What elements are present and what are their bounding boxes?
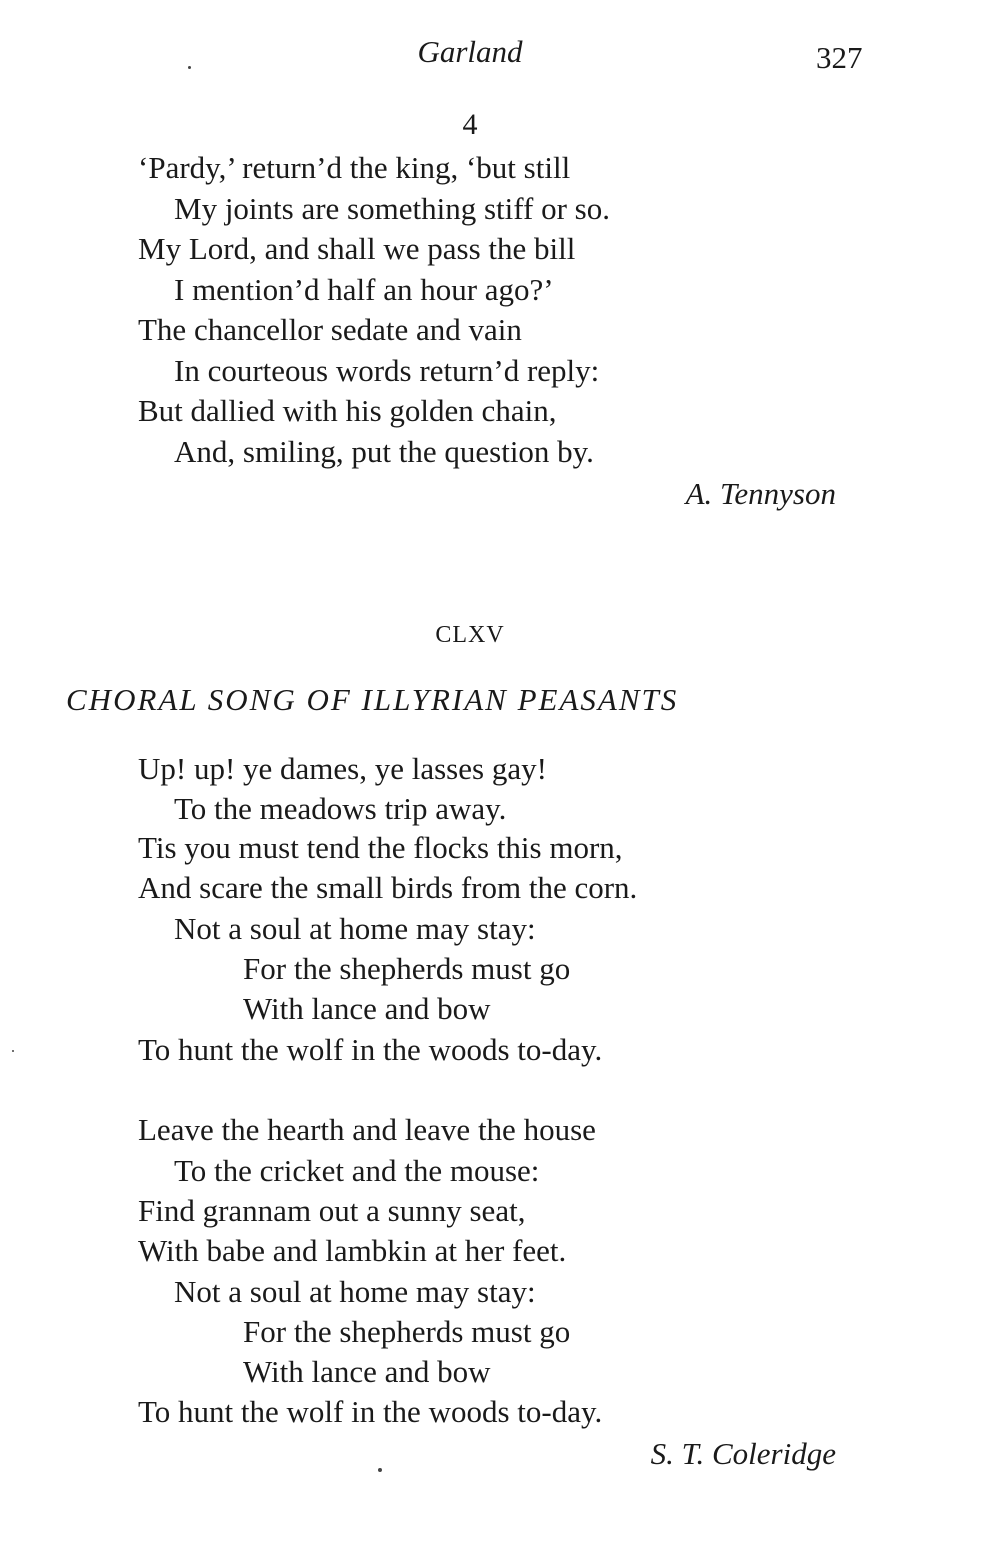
attribution-tennyson: A. Tennyson	[685, 476, 836, 511]
verse-line: But dallied with his golden chain,	[138, 393, 557, 428]
verse-line: And scare the small birds from the corn.	[138, 870, 638, 905]
verse-line: My Lord, and shall we pass the bill	[138, 231, 576, 266]
verse-line: Leave the hearth and leave the house	[138, 1112, 596, 1147]
refrain-line: To hunt the wolf in the woods to-day.	[138, 1394, 603, 1429]
verse-line: I mention’d half an hour ago?’	[174, 272, 554, 307]
paper-speck	[188, 66, 191, 69]
verse-line: Tis you must tend the flocks this morn,	[138, 830, 623, 865]
refrain-line: For the shepherds must go	[243, 951, 571, 986]
refrain-line: With lance and bow	[243, 991, 491, 1026]
stanza-number: 4	[462, 108, 478, 141]
attribution-coleridge: S. T. Coleridge	[650, 1436, 836, 1471]
verse-line: To the meadows trip away.	[174, 791, 507, 826]
refrain-line: Not a soul at home may stay:	[174, 911, 536, 946]
paper-speck	[378, 1468, 382, 1472]
verse-line: ‘Pardy,’ return’d the king, ‘but still	[138, 150, 571, 185]
verse-line: Find grannam out a sunny seat,	[138, 1193, 526, 1228]
verse-line: Up! up! ye dames, ye lasses gay!	[138, 751, 547, 786]
verse-line: My joints are something stiff or so.	[174, 191, 610, 226]
verse-line: And, smiling, put the question by.	[174, 434, 594, 469]
poem-numeral: CLXV	[435, 622, 505, 648]
refrain-line: With lance and bow	[243, 1354, 491, 1389]
verse-line: In courteous words return’d reply:	[174, 353, 600, 388]
poem-title: CHORAL SONG OF ILLYRIAN PEASANTS	[66, 682, 679, 717]
paper-speck	[12, 1050, 14, 1052]
refrain-line: Not a soul at home may stay:	[174, 1274, 536, 1309]
refrain-line: For the shepherds must go	[243, 1314, 571, 1349]
verse-line: The chancellor sedate and vain	[138, 312, 522, 347]
verse-line: With babe and lambkin at her feet.	[138, 1233, 567, 1268]
page-number: 327	[816, 40, 863, 75]
refrain-line: To hunt the wolf in the woods to-day.	[138, 1032, 603, 1067]
running-title: Garland	[417, 34, 523, 69]
verse-line: To the cricket and the mouse:	[174, 1153, 540, 1188]
